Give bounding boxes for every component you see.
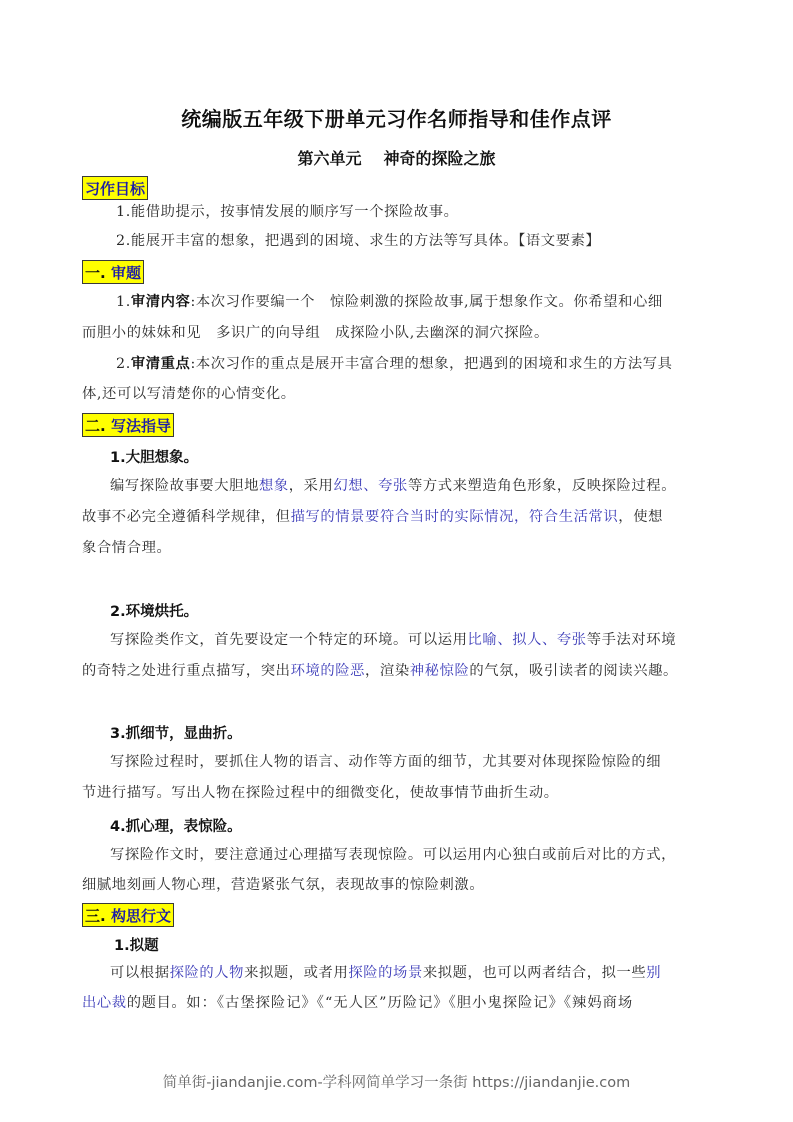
highlighted-text: 出心裁 (82, 995, 127, 1011)
key-term: 审清重点 (130, 356, 191, 372)
section-number: 三. (85, 907, 106, 925)
item-number: 2. (116, 356, 131, 372)
point-line (82, 993, 714, 1013)
highlighted-text: 环境的险恶 (290, 663, 366, 679)
text-segment: 写探险类作文，首先要设定一个特定的环境。可以运用 (110, 632, 468, 648)
unit-label: 第六单元 (297, 149, 362, 168)
text-segment: 如：《古堡探险记》《“无人区”历险记》《胆小鬼探险记》《辣妈商场 (186, 995, 634, 1011)
point-line (110, 476, 742, 496)
highlighted-text: 探险的场景 (348, 965, 423, 981)
text-segment: ，渲染 (365, 663, 410, 679)
point-line (110, 752, 742, 772)
item-text: :本次习作要编一个 惊险刺激的探险故事,属于想象作文。你希望和心细 (190, 294, 663, 310)
review-item-1-line-1 (116, 292, 748, 312)
review-item-2-line-2: 体,还可以写清楚你的心情变化。 (82, 386, 296, 402)
point-title: 1.拟题 (114, 938, 159, 954)
text-segment: 写探险作文时，要注意通过心理描写表现惊险。可以运用内心独白或前后对比的方式， (110, 847, 677, 863)
goal-item: 1.能借助提示，按事情发展的顺序写一个探险故事。 (116, 204, 459, 220)
document-title: 统编版五年级下册单元习作名师指导和佳作点评 (181, 107, 612, 131)
section-label: 构思行文 (110, 907, 171, 925)
highlighted-text: 神秘惊险 (409, 663, 470, 679)
section-label: 审题 (110, 264, 141, 282)
highlighted-text: 幻想、夸张 (333, 478, 408, 494)
text-segment: 的气氛，吸引读者的阅读兴趣。 (469, 663, 678, 679)
highlighted-text: 描写的情景要符合当时的实际情况，符合生活常识 (290, 509, 619, 525)
point-title: 1.大胆想象。 (110, 450, 199, 466)
point-line (82, 875, 714, 895)
text-segment: 故事不必完全遵循科学规律，但 (82, 509, 291, 525)
text-segment: 象合情合理。 (82, 540, 172, 556)
footer-watermark: 简单街-jiandanjie.com-学科网简单学习一条街 https://jiandanjie.com (162, 1075, 631, 1091)
text-segment: ，采用 (288, 478, 334, 494)
text-segment: 写探险过程时，要抓住人物的语言、动作等方面的细节，尤其要对体现探险惊险的细 (110, 754, 662, 770)
section-header-review (82, 260, 144, 284)
text-segment: 细腻地刻画人物心理，营造紧张气氛，表现故事的惊险刺激。 (82, 877, 485, 893)
review-item-1-line-2: 而胆小的妹妹和见 多识广的向导组 成探险小队,去幽深的洞穴探险。 (82, 325, 549, 341)
section-header-goals: 习作目标 (82, 176, 148, 200)
point-title: 4.抓心理，表惊险。 (110, 819, 242, 835)
section-number: 一. (85, 264, 106, 282)
text-segment: 的题目。 (126, 995, 187, 1011)
point-line (82, 507, 714, 527)
text-segment: ，使想 (618, 509, 663, 525)
text-segment: 来拟题，也可以两者结合，拟一些 (422, 965, 647, 981)
highlighted-text: 探险的人物 (169, 965, 245, 981)
point-title: 3.抓细节，显曲折。 (110, 726, 242, 742)
text-segment: 可以根据 (110, 965, 170, 981)
text-segment: 的奇特之处进行重点描写，突出 (82, 663, 291, 679)
section-header-writing-guide (82, 413, 174, 437)
point-line (110, 845, 742, 865)
point-title: 2.环境烘托。 (110, 604, 199, 620)
section-label: 写法指导 (110, 417, 171, 435)
text-segment: 等手法对环境 (586, 632, 677, 648)
text-segment: 等方式来塑造角色形象，反映探险过程。 (407, 478, 677, 494)
point-line (110, 630, 742, 650)
point-line (82, 783, 714, 803)
section-header-composition (82, 903, 174, 927)
unit-topic: 神奇的探险之旅 (383, 149, 496, 168)
text-segment: 编写探险故事要大胆地 (110, 478, 259, 494)
review-item-2-line-1 (116, 354, 748, 374)
goal-item: 2.能展开丰富的想象，把遇到的困境、求生的方法等写具体。【语文要素】 (116, 233, 601, 249)
text-segment: 来拟题，或者用 (244, 965, 349, 981)
item-text: :本次习作的重点是展开丰富合理的想象，把遇到的困境和求生的方法写具 (190, 356, 673, 372)
point-line (82, 661, 714, 681)
document-subtitle (0, 146, 793, 169)
section-number: 二. (85, 417, 106, 435)
point-line (82, 538, 714, 558)
highlighted-text: 想象 (258, 478, 289, 494)
point-line (110, 963, 742, 983)
text-segment: 节进行描写。写出人物在探险过程中的细微变化，使故事情节曲折生动。 (82, 785, 559, 801)
highlighted-text: 别 (646, 965, 662, 981)
item-number: 1. (116, 294, 131, 310)
highlighted-text: 比喻、拟人、夸张 (467, 632, 587, 648)
key-term: 审清内容 (130, 294, 191, 310)
